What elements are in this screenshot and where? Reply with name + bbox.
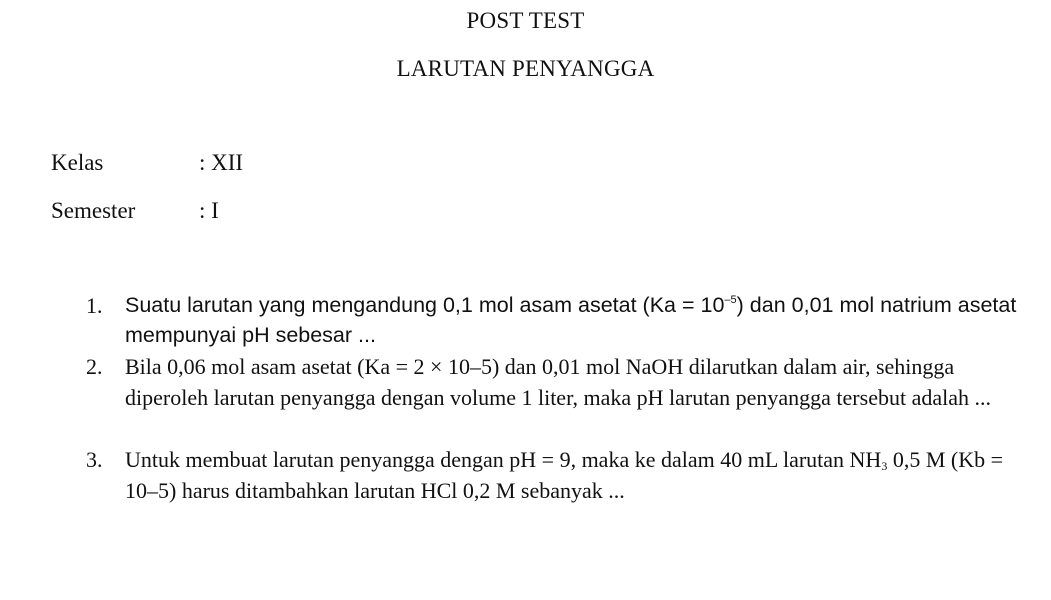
- question-text: [125, 290, 1025, 350]
- exponent: –5: [724, 294, 737, 306]
- question-text-part: Suatu larutan yang mengandung 0,1 mol asam asetat (Ka = 10: [125, 293, 725, 317]
- question-text: Bila 0,06 mol asam asetat (Ka = 2 × 10–5) dan 0,01 mol NaOH dilarutkan dalam air, sehingga diperoleh larutan penyangga dengan volume 1 liter, maka pH larutan penyangga tersebut adalah ...: [125, 354, 991, 410]
- page-title: POST TEST: [466, 8, 585, 33]
- question-text-part: 0,5 M (Kb = 10–5) harus ditambahkan larutan HCl 0,2 M sebanyak ...: [125, 447, 1004, 503]
- semester-label: Semester: [51, 198, 136, 223]
- semester-value: : I: [199, 198, 219, 223]
- subscript: 3: [881, 459, 888, 473]
- question-number: 2.: [86, 354, 103, 379]
- semester-row: [51, 196, 219, 226]
- class-value: : XII: [199, 150, 244, 175]
- page-subtitle: LARUTAN PENYANGGA: [396, 56, 655, 81]
- question-text-part: Untuk membuat larutan penyangga dengan pH = 9, maka ke dalam 40 mL larutan NH: [125, 447, 882, 472]
- question-text-part: ) dan 0,01 mol natrium asetat mempunyai pH sebesar ...: [125, 293, 1017, 347]
- class-row: [51, 148, 243, 178]
- question-text: [125, 444, 1025, 506]
- question-number: 1.: [86, 293, 103, 318]
- class-label: Kelas: [51, 150, 104, 175]
- question-number: 3.: [86, 447, 103, 472]
